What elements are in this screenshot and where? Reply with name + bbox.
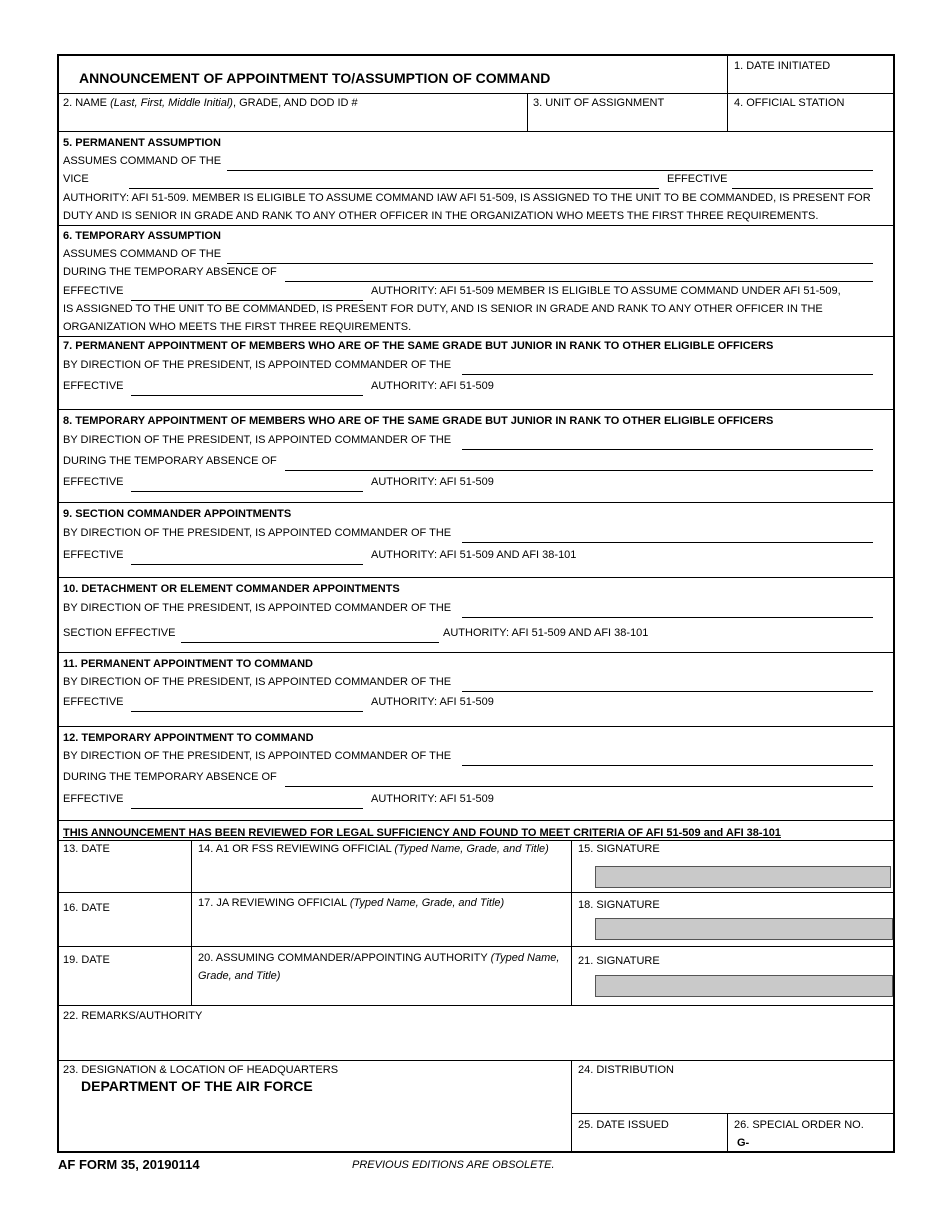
s11-effective-label: EFFECTIVE	[63, 696, 124, 708]
s8-absence-label: DURING THE TEMPORARY ABSENCE OF	[63, 455, 277, 467]
date-initiated-field[interactable]	[734, 76, 889, 90]
date13-label: 13. DATE	[63, 843, 110, 855]
sig15-label: 15. SIGNATURE	[578, 843, 660, 855]
unit-label: 3. UNIT OF ASSIGNMENT	[533, 97, 665, 109]
s9-authority: AUTHORITY: AFI 51-509 AND AFI 38-101	[371, 549, 577, 561]
s7-title: 7. PERMANENT APPOINTMENT OF MEMBERS WHO ARE OF THE SAME GRADE BUT JUNIOR IN RANK TO OTHER ELIGIBLE OFFICERS	[63, 340, 774, 352]
s6-effective-label: EFFECTIVE	[63, 285, 124, 297]
remarks-label: 22. REMARKS/AUTHORITY	[63, 1010, 203, 1022]
s11-authority: AUTHORITY: AFI 51-509	[371, 696, 494, 708]
obsolete-note: PREVIOUS EDITIONS ARE OBSOLETE.	[352, 1159, 555, 1171]
s6-absence-label: DURING THE TEMPORARY ABSENCE OF	[63, 266, 277, 278]
s5-authority-line1: AUTHORITY: AFI 51-509. MEMBER IS ELIGIBLE TO ASSUME COMMAND IAW AFI 51-509, IS ASSIGNED TO THE UNIT TO BE COMMANDED, IS PRESENT FOR	[63, 192, 871, 204]
s12-absence-field[interactable]	[287, 771, 869, 785]
s5-unit-field[interactable]	[229, 155, 869, 169]
s6-authority-line3: ORGANIZATION WHO MEETS THE FIRST THREE REQUIREMENTS.	[63, 321, 412, 333]
s5-title: 5. PERMANENT ASSUMPTION	[63, 137, 221, 149]
s8-absence-field[interactable]	[287, 455, 869, 469]
form-id: AF FORM 35, 20190114	[58, 1157, 200, 1172]
s5-effective-label: EFFECTIVE	[667, 173, 728, 185]
date-initiated-label: 1. DATE INITIATED	[734, 60, 831, 72]
s7-effective-label: EFFECTIVE	[63, 380, 124, 392]
s6-assumes-label: ASSUMES COMMAND OF THE	[63, 248, 222, 260]
department-name: DEPARTMENT OF THE AIR FORCE	[81, 1078, 313, 1094]
remarks-field[interactable]	[63, 1028, 883, 1042]
s7-direction-label: BY DIRECTION OF THE PRESIDENT, IS APPOINTED COMMANDER OF THE	[63, 359, 452, 371]
s10-direction-label: BY DIRECTION OF THE PRESIDENT, IS APPOINTED COMMANDER OF THE	[63, 602, 452, 614]
station-field[interactable]	[734, 114, 889, 128]
s8-effective-field[interactable]	[133, 476, 361, 490]
distribution-label: 24. DISTRIBUTION	[578, 1064, 674, 1076]
s9-effective-label: EFFECTIVE	[63, 549, 124, 561]
s12-authority: AUTHORITY: AFI 51-509	[371, 793, 494, 805]
s9-unit-field[interactable]	[464, 527, 869, 541]
s9-title: 9. SECTION COMMANDER APPOINTMENTS	[63, 508, 292, 520]
distribution-field[interactable]	[578, 1082, 883, 1096]
official14-field[interactable]	[198, 868, 563, 882]
s5-vice-label: VICE	[63, 173, 89, 185]
sig15-field[interactable]	[595, 866, 891, 888]
s8-authority: AUTHORITY: AFI 51-509	[371, 476, 494, 488]
s9-effective-field[interactable]	[133, 549, 361, 563]
s11-title: 11. PERMANENT APPOINTMENT TO COMMAND	[63, 658, 313, 670]
s6-effective-field[interactable]	[133, 285, 361, 299]
s12-effective-label: EFFECTIVE	[63, 793, 124, 805]
s12-unit-field[interactable]	[464, 750, 869, 764]
s6-title: 6. TEMPORARY ASSUMPTION	[63, 230, 221, 242]
date-issued-label: 25. DATE ISSUED	[578, 1119, 669, 1131]
official14-label: 14. A1 OR FSS REVIEWING OFFICIAL (Typed Name, Grade, and Title)	[198, 843, 549, 855]
s10-title: 10. DETACHMENT OR ELEMENT COMMANDER APPOINTMENTS	[63, 583, 400, 595]
s8-title: 8. TEMPORARY APPOINTMENT OF MEMBERS WHO ARE OF THE SAME GRADE BUT JUNIOR IN RANK TO OTHER ELIGIBLE OFFICERS	[63, 415, 774, 427]
official17-field[interactable]	[198, 922, 563, 936]
form	[57, 54, 895, 1153]
s11-unit-field[interactable]	[464, 676, 869, 690]
official20-label: 20. ASSUMING COMMANDER/APPOINTING AUTHORITY (Typed Name,	[198, 952, 560, 964]
s6-authority-line1: AUTHORITY: AFI 51-509 MEMBER IS ELIGIBLE TO ASSUME COMMAND UNDER AFI 51-509,	[371, 285, 841, 297]
sig21-label: 21. SIGNATURE	[578, 955, 660, 967]
s11-effective-field[interactable]	[133, 696, 361, 710]
date19-field[interactable]	[63, 976, 185, 990]
station-label: 4. OFFICIAL STATION	[734, 97, 845, 109]
s5-authority-line2: DUTY AND IS SENIOR IN GRADE AND RANK TO ANY OTHER OFFICER IN THE ORGANIZATION WHO MEETS THE FIRST THREE REQUIREMENTS.	[63, 210, 819, 222]
date-issued-field[interactable]	[578, 1136, 718, 1150]
s9-direction-label: BY DIRECTION OF THE PRESIDENT, IS APPOINTED COMMANDER OF THE	[63, 527, 452, 539]
special-order-field[interactable]	[753, 1137, 883, 1151]
sig21-field[interactable]	[595, 975, 893, 997]
s7-unit-field[interactable]	[464, 359, 869, 373]
s5-assumes-label: ASSUMES COMMAND OF THE	[63, 155, 222, 167]
s8-unit-field[interactable]	[464, 434, 869, 448]
name-label: 2. NAME (Last, First, Middle Initial), GRADE, AND DOD ID #	[63, 97, 358, 109]
official17-label: 17. JA REVIEWING OFFICIAL (Typed Name, Grade, and Title)	[198, 897, 505, 909]
date16-field[interactable]	[63, 922, 185, 936]
date19-label: 19. DATE	[63, 954, 110, 966]
date13-field[interactable]	[63, 868, 185, 882]
s5-effective-field[interactable]	[734, 173, 871, 187]
s11-direction-label: BY DIRECTION OF THE PRESIDENT, IS APPOINTED COMMANDER OF THE	[63, 676, 452, 688]
s12-direction-label: BY DIRECTION OF THE PRESIDENT, IS APPOINTED COMMANDER OF THE	[63, 750, 452, 762]
s10-authority: AUTHORITY: AFI 51-509 AND AFI 38-101	[443, 627, 649, 639]
sig18-field[interactable]	[595, 918, 893, 940]
s7-authority: AUTHORITY: AFI 51-509	[371, 380, 494, 392]
s6-authority-line2: IS ASSIGNED TO THE UNIT TO BE COMMANDED, IS PRESENT FOR DUTY, AND IS SENIOR IN GRADE AND RANK TO ANY OTHER OFFICER IN THE	[63, 303, 823, 315]
official20-field[interactable]	[198, 986, 563, 1000]
name-field[interactable]	[63, 114, 518, 128]
sig18-label: 18. SIGNATURE	[578, 899, 660, 911]
special-order-label: 26. SPECIAL ORDER NO.	[734, 1119, 864, 1131]
s10-effective-field[interactable]	[183, 627, 437, 641]
unit-field[interactable]	[533, 114, 718, 128]
s8-effective-label: EFFECTIVE	[63, 476, 124, 488]
s6-unit-field[interactable]	[229, 248, 869, 262]
s12-title: 12. TEMPORARY APPOINTMENT TO COMMAND	[63, 732, 314, 744]
s10-unit-field[interactable]	[464, 602, 869, 616]
special-order-prefix: G-	[737, 1137, 750, 1149]
s10-effective-label: SECTION EFFECTIVE	[63, 627, 176, 639]
date16-label: 16. DATE	[63, 902, 110, 914]
designation-label: 23. DESIGNATION & LOCATION OF HEADQUARTERS	[63, 1064, 339, 1076]
official20-label-cont: Grade, and Title)	[198, 970, 281, 982]
s8-direction-label: BY DIRECTION OF THE PRESIDENT, IS APPOINTED COMMANDER OF THE	[63, 434, 452, 446]
s5-vice-field[interactable]	[131, 173, 656, 187]
s12-absence-label: DURING THE TEMPORARY ABSENCE OF	[63, 771, 277, 783]
form-title: ANNOUNCEMENT OF APPOINTMENT TO/ASSUMPTION OF COMMAND	[79, 70, 551, 86]
s7-effective-field[interactable]	[133, 380, 361, 394]
s6-absence-field[interactable]	[287, 266, 869, 280]
s12-effective-field[interactable]	[133, 793, 361, 807]
review-statement: THIS ANNOUNCEMENT HAS BEEN REVIEWED FOR LEGAL SUFFICIENCY AND FOUND TO MEET CRITERIA OF AFI 51-509 and AFI 38-101	[63, 827, 781, 839]
